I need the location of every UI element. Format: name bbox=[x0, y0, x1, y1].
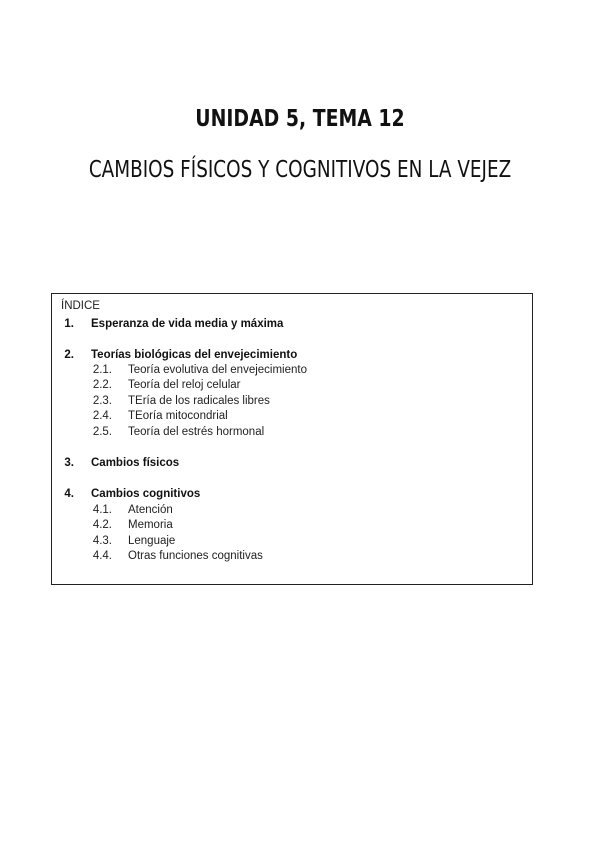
toc-subsection-label: Teoría del estrés hormonal bbox=[128, 426, 265, 438]
toc-subsection-label: Lenguaje bbox=[128, 535, 176, 547]
toc-section-label: Cambios cognitivos bbox=[91, 488, 201, 500]
toc-subsection-number: 4.2. bbox=[92, 519, 112, 531]
toc-subsection-label: Atención bbox=[128, 504, 173, 516]
toc-section-label: Cambios físicos bbox=[91, 457, 180, 469]
toc-subsection-label: TEoría mitocondrial bbox=[128, 410, 228, 422]
toc-section-number: 1. bbox=[64, 318, 74, 330]
toc-subsection-number: 2.3. bbox=[92, 395, 112, 407]
toc-section-label: Teorías biológicas del envejecimiento bbox=[91, 349, 298, 361]
toc-heading: ÍNDICE bbox=[61, 300, 100, 312]
toc-subsection-label: Otras funciones cognitivas bbox=[128, 550, 263, 562]
toc-section-number: 4. bbox=[64, 488, 74, 500]
toc-section-number: 3. bbox=[64, 457, 74, 469]
toc-subsection-label: Teoría del reloj celular bbox=[128, 379, 241, 391]
toc-subsection-number: 2.1. bbox=[92, 364, 112, 376]
toc-subsection-number: 4.3. bbox=[92, 535, 112, 547]
toc-section-number: 2. bbox=[64, 349, 74, 361]
toc-subsection-number: 4.1. bbox=[92, 504, 112, 516]
toc-subsection-label: Memoria bbox=[128, 519, 173, 531]
toc-subsection-number: 2.5. bbox=[92, 426, 112, 438]
toc-subsection-number: 4.4. bbox=[92, 550, 112, 562]
document-title: UNIDAD 5, TEMA 12 bbox=[195, 106, 405, 132]
toc-section-label: Esperanza de vida media y máxima bbox=[91, 318, 284, 330]
table-of-contents bbox=[51, 293, 533, 585]
toc-subsection-number: 2.2. bbox=[92, 379, 112, 391]
toc-subsection-label: Teoría evolutiva del envejecimiento bbox=[128, 364, 307, 376]
document-subtitle: CAMBIOS FÍSICOS Y COGNITIVOS EN LA VEJEZ bbox=[88, 157, 512, 183]
toc-subsection-label: TEría de los radicales libres bbox=[128, 395, 270, 407]
toc-subsection-number: 2.4. bbox=[92, 410, 112, 422]
